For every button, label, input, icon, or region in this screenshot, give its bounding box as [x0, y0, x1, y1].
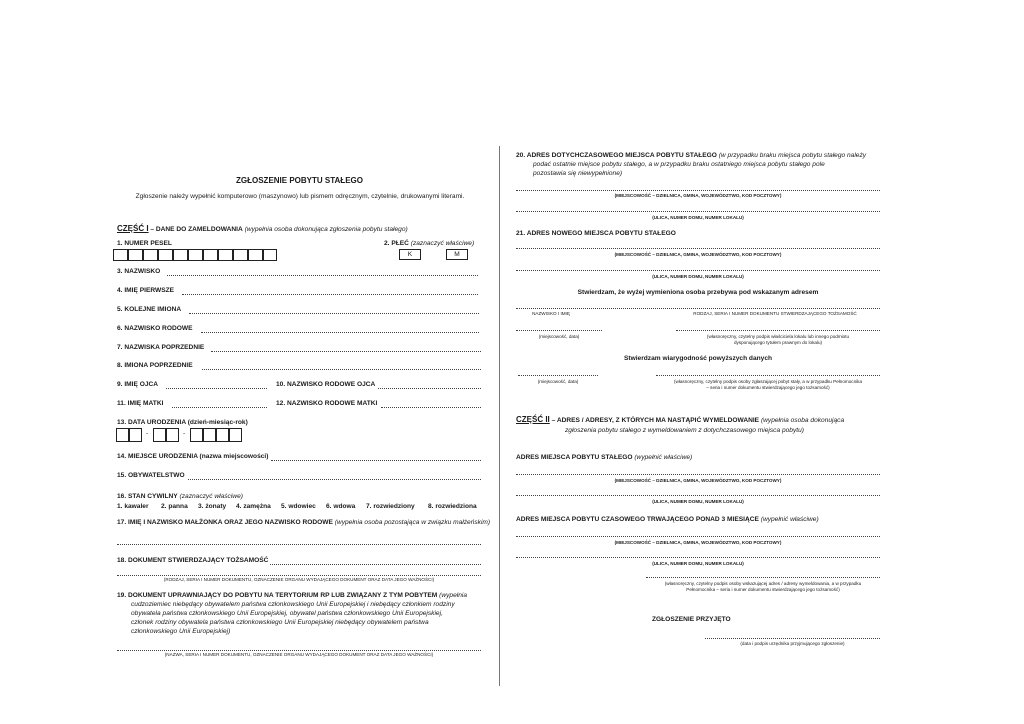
father-name-field[interactable]: [166, 388, 267, 389]
sex-label-text: 2. PŁEĆ: [384, 240, 409, 247]
marital-option-1[interactable]: 1. kawaler: [117, 503, 149, 510]
previous-surnames-field[interactable]: [211, 351, 481, 352]
previous-street-caption: (ULICA, NUMER DOMU, NUMER LOKALU): [652, 215, 744, 220]
permanent-street-field[interactable]: [516, 495, 880, 496]
new-locality-field[interactable]: [516, 248, 880, 249]
mother-maiden-label: 12. NAZWISKO RODOWE MATKI: [276, 400, 378, 407]
permanent-locality-field[interactable]: [516, 474, 880, 475]
owner-place-date-caption: (miejscowość, data): [538, 334, 580, 339]
previous-address-note-2: podać ostatnie miejsce pobytu stałego, a w przypadku braku ostatniego miejsca pobytu stałego pole: [533, 161, 825, 168]
confirm-address-text: Stwierdzam, że wyżej wymieniona osoba przebywa pod wskazanym adresem: [577, 289, 819, 296]
birth-place-label: 14. MIEJSCE URODZENIA (nazwa miejscowości): [117, 453, 269, 460]
part2-note-1: (wypełnia osoba dokonująca: [760, 417, 845, 424]
date-separator: -: [183, 430, 186, 437]
temporary-address-text: ADRES MIEJSCA POBYTU CZASOWEGO TRWAJĄCEGO PONAD 3 MIESIĄCE: [516, 516, 759, 523]
residence-doc-note-3: obywatela państwa członkowskiego Unii Europejskiej, obywatel państwa członkowskiego Unii Europejskiej,: [131, 610, 443, 617]
spouse-field[interactable]: [117, 544, 481, 545]
residence-doc-text: 19. DOKUMENT UPRAWNIAJĄCY DO POBYTU NA TERYTORIUM RP LUB ZWIĄZANY Z TYM POBYTEM: [117, 592, 438, 599]
residence-doc-note-5: członkowskiego Unii Europejskiej): [131, 628, 231, 635]
spouse-label-text: 17. IMIĘ I NAZWISKO MAŁŻONKA ORAZ JEGO NAZWISKO RODOWE: [117, 519, 333, 526]
birth-day-box[interactable]: [129, 428, 142, 442]
birth-date-label: 13. DATA URODZENIA (dzień-miesiąc-rok): [117, 419, 248, 426]
pesel-digit-box[interactable]: [218, 249, 233, 261]
part1-heading-rest: – DANE DO ZAMELDOWANIA: [148, 226, 243, 233]
owner-name-field[interactable]: [516, 308, 880, 309]
permanent-address-label: [516, 454, 692, 462]
new-street-caption: (ULICA, NUMER DOMU, NUMER LOKALU): [652, 274, 744, 279]
new-address-label: 21. ADRES NOWEGO MIEJSCA POBYTU STAŁEGO: [516, 230, 676, 237]
other-names-field[interactable]: [189, 313, 479, 314]
previous-address-text: 20. ADRES DOTYCHCZASOWEGO MIEJSCA POBYTU STAŁEGO: [516, 152, 717, 159]
residence-doc-field[interactable]: [117, 650, 481, 651]
residence-doc-note-2: cudzoziemiec niebędący obywatelem państwa członkowskiego Unii Europejskiej i niebędący członkiem rodziny: [131, 601, 455, 608]
pesel-digit-box[interactable]: [128, 249, 143, 261]
applicant-signature-caption-1: (własnoręczny, czytelny podpis osoby zgłaszającej pobyt stały, a w przypadku Pełnomocnika: [673, 379, 862, 384]
pesel-digit-box[interactable]: [188, 249, 203, 261]
registration-accepted-label: ZGŁOSZENIE PRZYJĘTO: [652, 616, 731, 623]
residence-doc-label: [117, 592, 467, 600]
surname-label: 3. NAZWISKO: [117, 268, 161, 275]
marital-option-6[interactable]: 6. wdowa: [326, 503, 356, 510]
birth-year-box[interactable]: [203, 428, 216, 442]
deregistration-signature-caption-1: (własnoręczny, czytelny podpis osoby wskazującej adres / adresy wymeldowania, a w przypadku: [664, 581, 862, 586]
identity-doc-field[interactable]: [270, 564, 481, 565]
maiden-name-label: 6. NAZWISKO RODOWE: [117, 325, 193, 332]
marital-option-3[interactable]: 3. żonaty: [198, 503, 227, 510]
applicant-place-date-caption: (miejscowość, data): [537, 379, 579, 384]
birth-month-box[interactable]: [153, 428, 166, 442]
previous-names-field[interactable]: [202, 369, 481, 370]
new-locality-caption: (MIEJSCOWOŚĆ – DZIELNICA, GMINA, WOJEWÓDZTWO, KOD POCZTOWY): [614, 252, 782, 257]
new-street-field[interactable]: [516, 270, 880, 271]
pesel-label: 1. NUMER PESEL: [117, 240, 172, 247]
spouse-label: [117, 519, 490, 527]
birth-month-box[interactable]: [166, 428, 179, 442]
pesel-digit-box[interactable]: [233, 249, 248, 261]
permanent-street-caption: (ULICA, NUMER DOMU, NUMER LOKALU): [652, 499, 744, 504]
residence-doc-caption: (NAZWA, SERIA I NUMER DOKUMENTU, OZNACZENIE ORGANU WYDAJĄCEGO DOKUMENT ORAZ DATA JEGO WAŻNOŚCI): [164, 652, 434, 657]
pesel-digit-box[interactable]: [143, 249, 158, 261]
previous-address-label: [516, 152, 866, 160]
permanent-locality-caption: (MIEJSCOWOŚĆ – DZIELNICA, GMINA, WOJEWÓDZTWO, KOD POCZTOWY): [614, 478, 782, 483]
owner-signature-caption-2: dysponującego tytułem prawnym do lokalu): [733, 340, 823, 345]
first-name-field[interactable]: [182, 294, 478, 295]
first-name-label: 4. IMIĘ PIERWSZE: [117, 287, 175, 294]
column-divider: [499, 146, 500, 686]
date-separator: -: [146, 430, 149, 437]
surname-field[interactable]: [167, 275, 478, 276]
part2-label: CZĘŚĆ II: [516, 415, 550, 424]
citizenship-field[interactable]: [188, 479, 481, 480]
birth-place-field[interactable]: [271, 460, 481, 461]
other-names-label: 5. KOLEJNE IMIONA: [117, 306, 182, 313]
temporary-street-caption: (ULICA, NUMER DOMU, NUMER LOKALU): [652, 561, 744, 566]
marital-status-label: [117, 493, 243, 501]
marital-option-8[interactable]: 8. rozwiedziona: [428, 503, 477, 510]
sex-option-m[interactable]: M: [446, 249, 468, 260]
part1-heading-note: (wypełnia osoba dokonująca zgłoszenia pobytu stałego): [244, 226, 408, 233]
temporary-address-label: [516, 516, 819, 524]
maiden-name-field[interactable]: [201, 332, 479, 333]
father-maiden-label: 10. NAZWISKO RODOWE OJCA: [276, 381, 376, 388]
part2-note-2: zgłoszenia pobytu stałego z wymeldowaniem z dotychczasowego miejsca pobytu): [565, 427, 804, 434]
previous-address-note-1: (w przypadku braku miejsca pobytu stałego należy: [718, 152, 867, 159]
form-title: ZGŁOSZENIE POBYTU STAŁEGO: [236, 176, 363, 185]
previous-locality-field[interactable]: [516, 190, 880, 191]
pesel-digit-box[interactable]: [173, 249, 188, 261]
permanent-address-text: ADRES MIEJSCA POBYTU STAŁEGO: [516, 454, 633, 461]
owner-place-date-field[interactable]: [516, 330, 602, 331]
spouse-label-note: (wypełnia osoba pozostająca w związku małżeńskim): [334, 519, 491, 526]
temporary-locality-caption: (MIEJSCOWOŚĆ – DZIELNICA, GMINA, WOJEWÓDZTWO, KOD POCZTOWY): [614, 540, 782, 545]
owner-doc-caption: RODZAJ, SERIA I NUMER DOKUMENTU STWIERDZAJĄCEGO TOŻSAMOŚĆ: [693, 311, 857, 316]
previous-locality-caption: (MIEJSCOWOŚĆ – DZIELNICA, GMINA, WOJEWÓDZTWO, KOD POCZTOWY): [614, 193, 782, 198]
owner-signature-caption-1: (własnoręczny, czytelny podpis właściciela lokalu lub innego podmiotu: [706, 334, 850, 339]
pesel-digit-box[interactable]: [203, 249, 218, 261]
instruction-text: Zgłoszenie należy wypełnić komputerowo (maszynowo) lub pismem odręcznym, czytelnie, drukowanymi literami.: [135, 193, 465, 200]
previous-names-label: 8. IMIONA POPRZEDNIE: [117, 362, 193, 369]
identity-doc-caption: (RODZAJ, SERIA I NUMER DOKUMENTU, OZNACZENIE ORGANU WYDAJĄCEGO DOKUMENT ORAZ DATA JEGO WAŻNOŚCI): [163, 577, 435, 582]
marital-option-5[interactable]: 5. wdowiec: [281, 503, 316, 510]
residence-doc-note-1: (wypełnia: [439, 592, 468, 599]
permanent-address-note: (wypełnić właściwe): [634, 454, 693, 461]
applicant-place-date-field[interactable]: [518, 375, 598, 376]
birth-year-box[interactable]: [216, 428, 229, 442]
identity-doc-field-2[interactable]: [117, 575, 481, 576]
temporary-street-field[interactable]: [516, 557, 880, 558]
mother-maiden-field[interactable]: [381, 407, 481, 408]
sex-option-k[interactable]: K: [399, 249, 421, 260]
citizenship-label: 15. OBYWATELSTWO: [117, 472, 185, 479]
sex-label: [384, 240, 474, 248]
marital-option-7[interactable]: 7. rozwiedziony: [366, 503, 415, 510]
pesel-digit-box[interactable]: [263, 249, 277, 261]
mother-name-label: 11. IMIĘ MATKI: [117, 400, 164, 407]
part2-heading-rest: – ADRES / ADRESY, Z KTÓRYCH MA NASTĄPIĆ WYMELDOWANIE: [549, 417, 760, 424]
marital-option-2[interactable]: 2. panna: [161, 503, 188, 510]
pesel-digit-box[interactable]: [113, 249, 128, 261]
birth-day-box[interactable]: [116, 428, 129, 442]
birth-year-box[interactable]: [229, 428, 242, 442]
sex-label-note: (zaznaczyć właściwe): [410, 240, 475, 247]
marital-status-note: (zaznaczyć właściwe): [179, 493, 243, 500]
father-name-label: 9. IMIĘ OJCA: [117, 381, 159, 388]
previous-surnames-label: 7. NAZWISKA POPRZEDNIE: [117, 344, 205, 351]
previous-street-field[interactable]: [516, 211, 880, 212]
identity-doc-label: 18. DOKUMENT STWIERDZAJĄCY TOŻSAMOŚĆ: [117, 557, 269, 564]
residence-doc-note-4: członek rodziny obywatela państwa członkowskiego Unii Europejskiej niebędący obywatelem państwa: [131, 619, 429, 626]
owner-signature-field[interactable]: [676, 330, 880, 331]
part1-label: CZĘŚĆ I: [117, 224, 149, 233]
part1-heading: [117, 225, 408, 234]
deregistration-signature-caption-2: Pełnomocnika – seria i numer dokumentu stwierdzającego jego tożsamość): [686, 587, 840, 592]
birth-year-box[interactable]: [190, 428, 203, 442]
applicant-signature-field[interactable]: [656, 375, 880, 376]
mother-name-field[interactable]: [172, 407, 267, 408]
temporary-locality-field[interactable]: [516, 536, 880, 537]
owner-name-caption: NAZWISKO I IMIĘ: [532, 311, 570, 316]
applicant-signature-caption-2: – seria i numer dokumentu stwierdzającego jego tożsamość): [706, 385, 830, 390]
marital-option-4[interactable]: 4. zamężna: [236, 503, 271, 510]
father-maiden-field[interactable]: [378, 388, 481, 389]
pesel-digit-box[interactable]: [158, 249, 173, 261]
part2-heading: [516, 416, 844, 425]
official-signature-caption: (data i podpis urzędnika przyjmującego zgłoszenie): [740, 641, 845, 646]
previous-address-note-3: pozostawia się niewypełnione): [533, 170, 623, 177]
confirm-data-text: Stwierdzam wiarygodność powyższych danych: [623, 355, 773, 362]
official-signature-field[interactable]: [705, 638, 880, 639]
deregistration-signature-field[interactable]: [646, 577, 880, 578]
temporary-address-note: (wypełnić właściwe): [760, 516, 819, 523]
marital-status-text: 16. STAN CYWILNY: [117, 493, 178, 500]
pesel-digit-box[interactable]: [248, 249, 263, 261]
